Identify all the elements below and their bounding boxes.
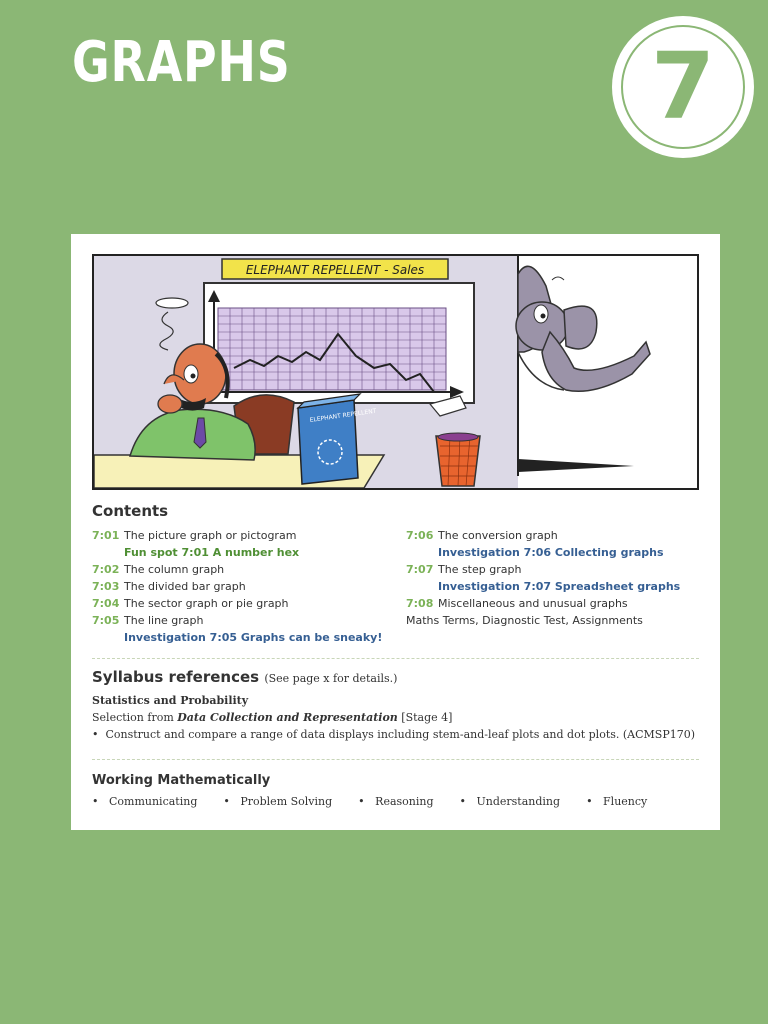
working-math-heading: Working Mathematically bbox=[92, 773, 271, 788]
syllabus-bullet: • Construct and compare a range of data displays including stem-and-leaf plots and dot plots. (ACMSP170) bbox=[92, 728, 696, 741]
toc-left-column bbox=[92, 527, 382, 646]
wm-item: • Fluency bbox=[586, 795, 648, 808]
toc-item-7-04[interactable]: 7:04 The sector graph or pie graph bbox=[92, 597, 289, 610]
chapter-title: GRAPHS bbox=[72, 30, 291, 95]
wm-item: • Problem Solving bbox=[223, 795, 333, 808]
wm-item: • Communicating bbox=[92, 795, 198, 808]
toc-item-7-02[interactable]: 7:02 The column graph bbox=[92, 563, 225, 576]
strand-heading: Statistics and Probability bbox=[92, 694, 249, 707]
divider bbox=[92, 759, 699, 760]
toc-sub-investigation-7-07[interactable]: Investigation 7:07 Spreadsheet graphs bbox=[438, 580, 681, 593]
working-math-list bbox=[92, 795, 673, 808]
toc-item-7-06[interactable]: 7:06 The conversion graph bbox=[406, 529, 558, 542]
repellent-box-label: ELEPHANT REPELLENT bbox=[309, 407, 377, 424]
cartoon-svg bbox=[94, 256, 697, 488]
toc-sub-investigation-7-05[interactable]: Investigation 7:05 Graphs can be sneaky! bbox=[124, 631, 383, 644]
chapter-number: 7 bbox=[621, 25, 745, 149]
cartoon-illustration bbox=[92, 254, 699, 490]
toc-item-7-07[interactable]: 7:07 The step graph bbox=[406, 563, 522, 576]
syllabus-note: (See page x for details.) bbox=[264, 672, 398, 685]
chapter-number-badge bbox=[612, 16, 754, 158]
toc-item-7-03[interactable]: 7:03 The divided bar graph bbox=[92, 580, 246, 593]
selection-line: Selection from Data Collection and Representation [Stage 4] bbox=[92, 711, 453, 724]
toc-right-column bbox=[406, 527, 680, 629]
wm-item: • Reasoning bbox=[358, 795, 434, 808]
toc-extra[interactable]: Maths Terms, Diagnostic Test, Assignments bbox=[406, 614, 643, 627]
toc-item-7-08[interactable]: 7:08 Miscellaneous and unusual graphs bbox=[406, 597, 628, 610]
toc-sub-investigation-7-06[interactable]: Investigation 7:06 Collecting graphs bbox=[438, 546, 664, 559]
divider bbox=[92, 658, 699, 659]
content-panel bbox=[71, 234, 720, 830]
toc-item-7-01[interactable]: 7:01 The picture graph or pictogram bbox=[92, 529, 297, 542]
toc-sub-fun-spot[interactable]: Fun spot 7:01 A number hex bbox=[124, 546, 300, 559]
toc-item-7-05[interactable]: 7:05 The line graph bbox=[92, 614, 204, 627]
contents-heading: Contents bbox=[92, 502, 169, 520]
syllabus-heading: Syllabus references (See page x for details.) bbox=[92, 668, 398, 686]
wm-item: • Understanding bbox=[459, 795, 561, 808]
sales-sign-text: ELEPHANT REPELLENT - Sales bbox=[245, 263, 425, 277]
